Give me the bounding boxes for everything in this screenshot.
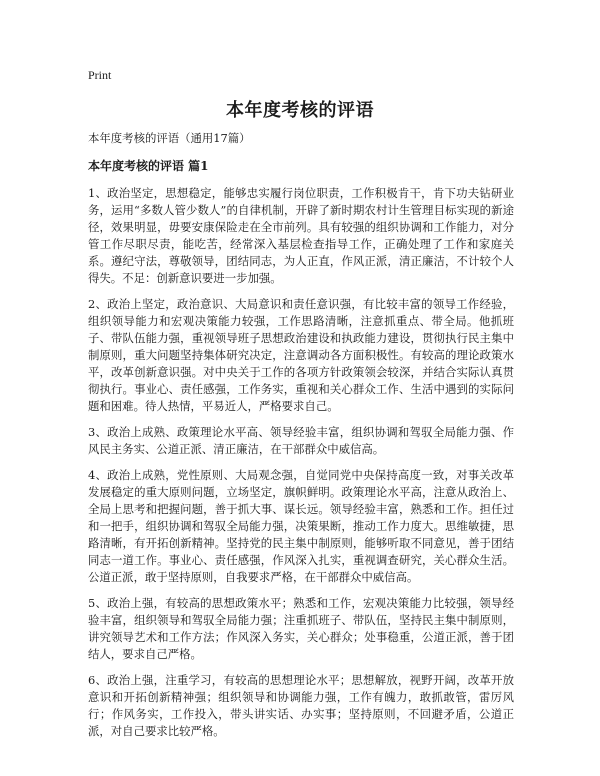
paragraph-2: 2、政治上坚定，政治意识、大局意识和责任意识强，有比较丰富的领导工作经验，组织领导能力和宏观决策能力较强，工作思路清晰，注意抓重点、带全局。他抓班子、带队伍能力强，重视领导班子思想政治建设和执政能力建设，贯彻执行民主集中制原则，重大问题坚持集体研究决定，注意调动各方面积极性。有较高的理论政策水平，改革创新意识强。对中央关于工作的各项方针政策领会较深，并结合实际认真贯彻执行。事业心、责任感强，工作务实，重视和关心群众工作、生活中遇到的实际问题和困难。待人热情，平易近人，严格要求自己。 (88, 297, 514, 413)
section-heading: 本年度考核的评语 篇1 (88, 159, 209, 173)
paragraph-5: 5、政治上强，有较高的思想政策水平；熟悉和工作，宏观决策能力比较强，领导经验丰富，组织领导和驾驭全局能力强；注重抓班子、带队伍，坚持民主集中制原则，讲究领导艺术和工作方法；作风深入务实，关心群众；处事稳重，公道正派，善于团结人，要求自己严格。 (88, 596, 514, 661)
page-title: 本年度考核的评语 (226, 100, 374, 121)
paragraph-4: 4、政治上成熟，党性原则、大局观念强，自觉同党中央保持高度一致，对事关改革发展稳定的重大原则问题，立场坚定，旗帜鲜明。政策理论水平高，注意从政治上、全局上思考和把握问题，善于抓大事、谋长远。领导经验丰富，熟悉和工作。担任过和一把手，组织协调和驾驭全局能力强，决策果断，推动工作力度大。思维敏捷，思路清晰，有开拓创新精神。坚持党的民主集中制原则，能够听取不同意见，善于团结同志一道工作。事业心、责任感强，作风深入扎实，重视调查研究，关心群众生活。公道正派，敢于坚持原则，自我要求严格，在干部群众中威信高。 (88, 468, 514, 584)
print-link[interactable]: Print (88, 68, 112, 82)
document-subtitle: 本年度考核的评语（通用17篇） (88, 131, 251, 145)
paragraph-6: 6、政治上强，注重学习，有较高的思想理论水平；思想解放，视野开阔，改革开放意识和开拓创新精神强；组织领导和协调能力强，工作有魄力，敢抓敢管，雷厉风行；作风务实，工作投入，带头讲实话、办实事；坚持原则，不回避矛盾，公道正派，对自己要求比较严格。 (88, 673, 514, 738)
document-body (88, 130, 514, 749)
paragraph-3: 3、政治上成熟、政策理论水平高、领导经验丰富，组织协调和驾驭全局能力强、作风民主务实、公道正派、清正廉洁，在干部群众中威信高。 (88, 425, 514, 456)
paragraph-1: 1、政治坚定，思想稳定，能够忠实履行岗位职责，工作积极肯干，肯下功夫钻研业务，运用“多数人管少数人”的自律机制，开辟了新时期农村计生管理目标实现的新途径，效果明显，毋要安康保险走在全市前列。具有较强的组织协调和工作能力，对分管工作尽职尽责，能吃苦，经常深入基层检查指导工作，正确处理了工作和家庭关系。遵纪守法，尊敬领导，团结同志，为人正直，作风正派，清正廉洁，不计较个人得失。不足：创新意识要进一步加强。 (88, 186, 514, 285)
